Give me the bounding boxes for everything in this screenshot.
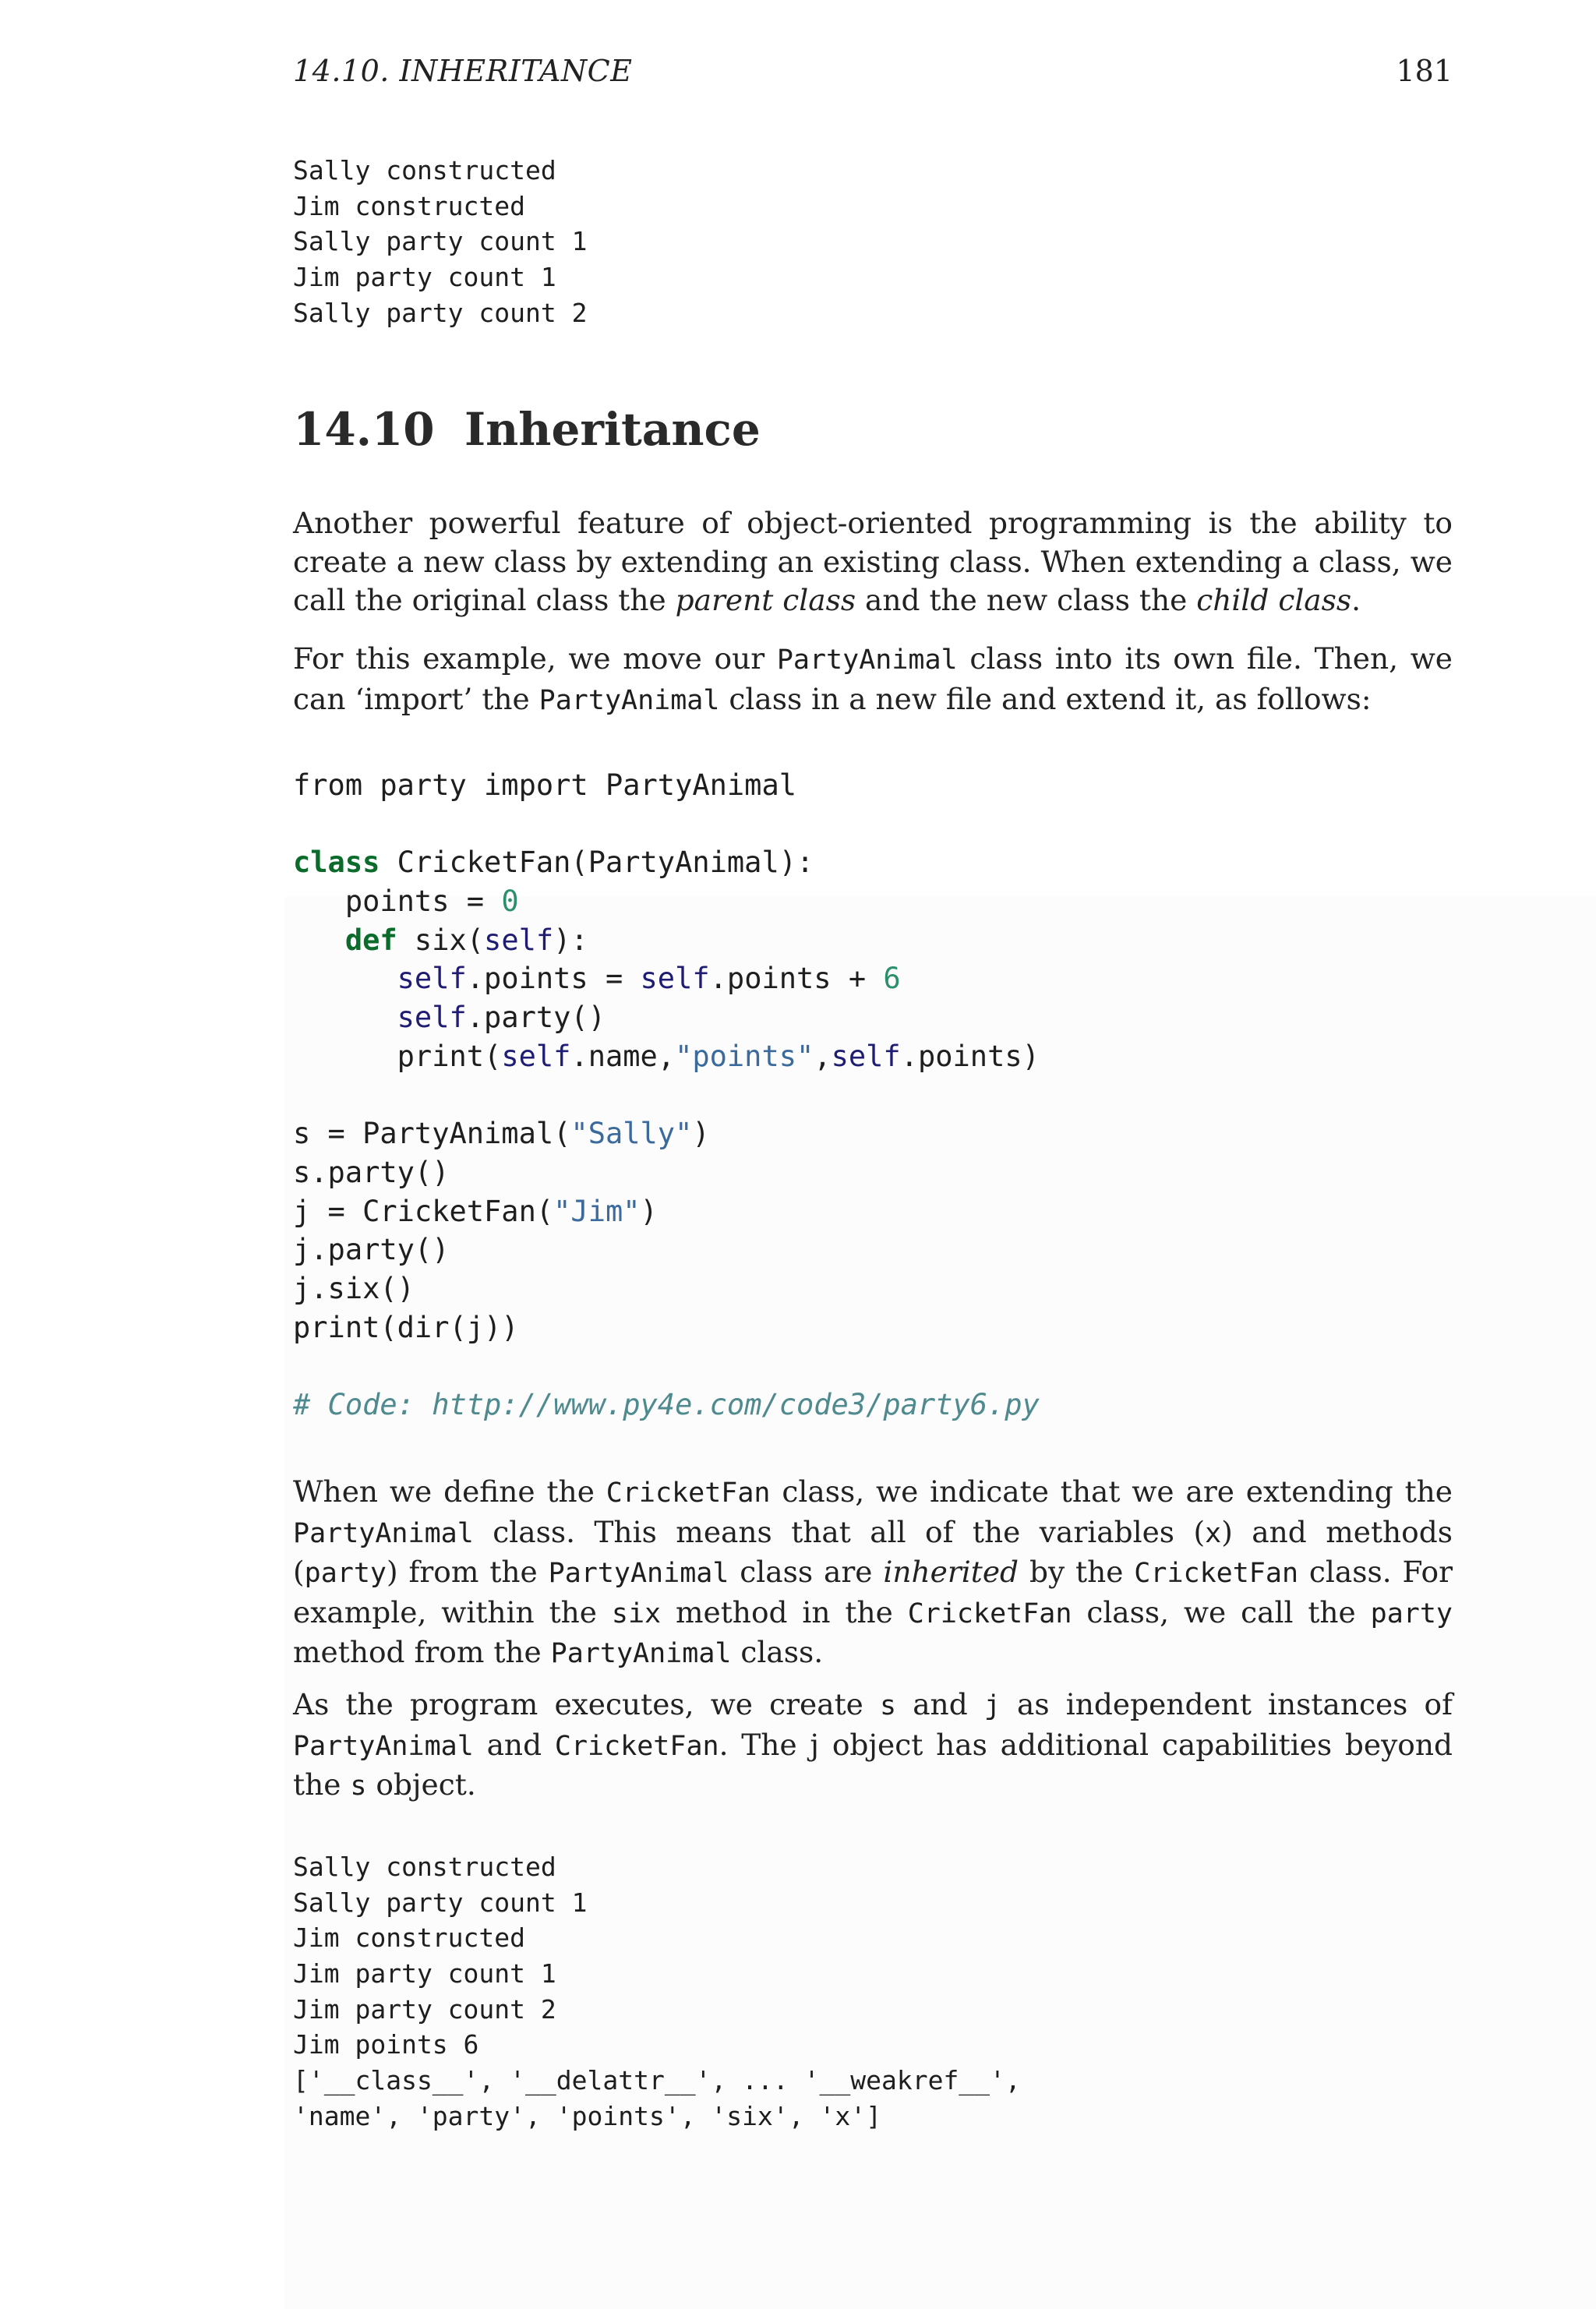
inline-code: PartyAnimal: [776, 644, 958, 676]
page-number: 181: [1396, 54, 1453, 88]
code-line-blank: [293, 805, 1040, 844]
code-text: CricketFan(PartyAnimal):: [380, 846, 814, 880]
code-indent: [293, 1001, 397, 1034]
code-line-blank: [293, 1347, 1040, 1386]
term-parent-class: parent class: [675, 583, 856, 618]
running-header-title: 14.10. INHERITANCE: [293, 54, 633, 88]
text: by the: [1019, 1555, 1135, 1590]
code-line: [293, 1386, 1040, 1425]
string-literal: "Sally": [570, 1117, 693, 1151]
inline-code: party: [1370, 1598, 1453, 1629]
code-line: [293, 998, 1040, 1037]
text: class. For example, within the: [293, 1555, 1453, 1629]
code-line: [293, 843, 1040, 882]
code-listing: [293, 766, 1040, 1425]
section-heading: [293, 401, 761, 457]
code-line: [293, 882, 1040, 921]
text: and the new class the: [856, 583, 1197, 618]
code-text: points =: [293, 884, 502, 919]
code-line: [293, 1037, 1040, 1076]
code-text: j.party(): [293, 1233, 450, 1267]
text: method in the: [661, 1594, 908, 1629]
output-line: Sally party count 1: [293, 226, 588, 257]
self-keyword: self: [831, 1039, 901, 1073]
code-text: .name,: [570, 1039, 676, 1073]
code-text: ): [640, 1194, 658, 1228]
inline-code: x: [1205, 1517, 1222, 1549]
self-keyword: self: [640, 962, 710, 996]
output-line: Jim party count 1: [293, 1958, 556, 1989]
output-block-top: [293, 153, 588, 330]
self-keyword: self: [397, 962, 467, 996]
keyword: def: [293, 923, 397, 957]
code-line: [293, 1308, 1040, 1347]
code-text: ): [692, 1117, 710, 1151]
output-line: ['__class__', '__delattr__', ... '__weakref__',: [293, 2065, 1021, 2096]
code-line: [293, 1192, 1040, 1231]
output-line: Jim party count 2: [293, 1993, 556, 2025]
paragraph-intro: [293, 504, 1453, 620]
term-inherited: inherited: [883, 1555, 1019, 1590]
inline-code: CricketFan: [606, 1478, 771, 1509]
text: object.: [366, 1767, 476, 1802]
text: For this example, we move our: [293, 641, 777, 676]
code-text: s.party(): [293, 1155, 450, 1189]
code-comment: # Code: http://www.py4e.com/code3/party6.py: [293, 1388, 1040, 1421]
text: class, we call the: [1072, 1594, 1371, 1629]
output-line: Sally constructed: [293, 155, 556, 185]
self-keyword: self: [484, 923, 554, 957]
output-line: Jim party count 1: [293, 262, 556, 293]
code-line: [293, 1269, 1040, 1308]
inline-code: s: [880, 1690, 897, 1721]
text: ) from the: [387, 1555, 549, 1590]
code-text: from party import PartyAnimal: [293, 768, 797, 802]
text: class are: [729, 1555, 884, 1590]
code-text: .points =: [466, 962, 641, 996]
inline-code: CricketFan: [554, 1730, 719, 1762]
inline-code: party: [304, 1558, 387, 1590]
inline-code: j: [983, 1690, 1001, 1721]
code-text: j.six(): [293, 1271, 415, 1305]
code-line: [293, 921, 1040, 960]
section-title: Inheritance: [464, 403, 761, 456]
text: class.: [731, 1635, 824, 1670]
code-text: ):: [553, 923, 588, 957]
inline-code: PartyAnimal: [293, 1517, 474, 1549]
inline-code: PartyAnimal: [293, 1730, 474, 1762]
number-literal: 6: [883, 962, 901, 996]
code-text: j = CricketFan(: [293, 1194, 554, 1228]
paragraph-instances: [293, 1686, 1453, 1806]
inline-code: six: [611, 1598, 662, 1629]
code-line-blank: [293, 1076, 1040, 1115]
text: class into its own file. Then, we can ‘import’ the: [293, 641, 1453, 716]
output-line: Sally party count 2: [293, 297, 588, 328]
output-line: Jim points 6: [293, 2029, 479, 2060]
code-text: .party(): [466, 1001, 606, 1035]
code-text: ,: [814, 1039, 832, 1073]
code-line: [293, 1230, 1040, 1269]
self-keyword: self: [501, 1039, 571, 1073]
text: .: [1351, 583, 1361, 618]
code-indent: [293, 962, 397, 995]
text: and: [473, 1727, 555, 1762]
text: When we define the: [293, 1474, 606, 1509]
text: . The j object has additional capabilities beyond the: [293, 1727, 1453, 1802]
code-text: six(: [397, 923, 485, 957]
code-line: [293, 1114, 1040, 1153]
inline-code: CricketFan: [907, 1598, 1072, 1629]
inline-code: PartyAnimal: [550, 1638, 732, 1670]
output-line: Sally constructed: [293, 1852, 556, 1882]
string-literal: "points": [675, 1039, 814, 1073]
code-line: [293, 766, 1040, 805]
code-line: [293, 1153, 1040, 1192]
code-text: print(dir(j)): [293, 1310, 519, 1344]
code-line: [293, 959, 1040, 998]
text: As the program executes, we create: [293, 1687, 880, 1721]
code-text: .points): [900, 1039, 1040, 1073]
text: Another powerful feature of object-oriented programming is the ability to create a new class by extending an existing class. When extending a class, we call the original class the: [293, 506, 1453, 618]
self-keyword: self: [397, 1001, 467, 1035]
text: class. This means that all of the variables (: [473, 1514, 1206, 1549]
string-literal: "Jim": [553, 1194, 641, 1228]
term-child-class: child class: [1196, 583, 1352, 618]
running-header: [293, 56, 1453, 86]
output-line: Jim constructed: [293, 190, 526, 221]
paragraph-example: [293, 640, 1453, 720]
number-literal: 0: [501, 884, 519, 919]
code-text: s = PartyAnimal(: [293, 1117, 571, 1151]
section-number: 14.10: [293, 403, 435, 456]
code-text: print(: [293, 1039, 502, 1073]
text: as independent instances of: [1000, 1687, 1453, 1721]
code-text: .points +: [709, 962, 884, 996]
output-line: 'name', 'party', 'points', 'six', 'x']: [293, 2100, 881, 2131]
output-block-bottom: [293, 1849, 1021, 2134]
inline-code: PartyAnimal: [538, 684, 720, 716]
text: ) and methods (: [293, 1514, 1453, 1590]
inline-code: CricketFan: [1134, 1558, 1299, 1590]
paragraph-explanation: [293, 1473, 1453, 1674]
text: method from the: [293, 1635, 551, 1670]
output-line: Sally party count 1: [293, 1887, 588, 1918]
keyword: class: [293, 846, 380, 880]
inline-code: PartyAnimal: [548, 1558, 729, 1590]
text: class, we indicate that we are extending the: [770, 1474, 1453, 1509]
text: class in a new file and extend it, as follows:: [719, 681, 1372, 716]
output-line: Jim constructed: [293, 1922, 526, 1954]
text: and: [896, 1687, 984, 1721]
inline-code: s: [350, 1771, 367, 1802]
